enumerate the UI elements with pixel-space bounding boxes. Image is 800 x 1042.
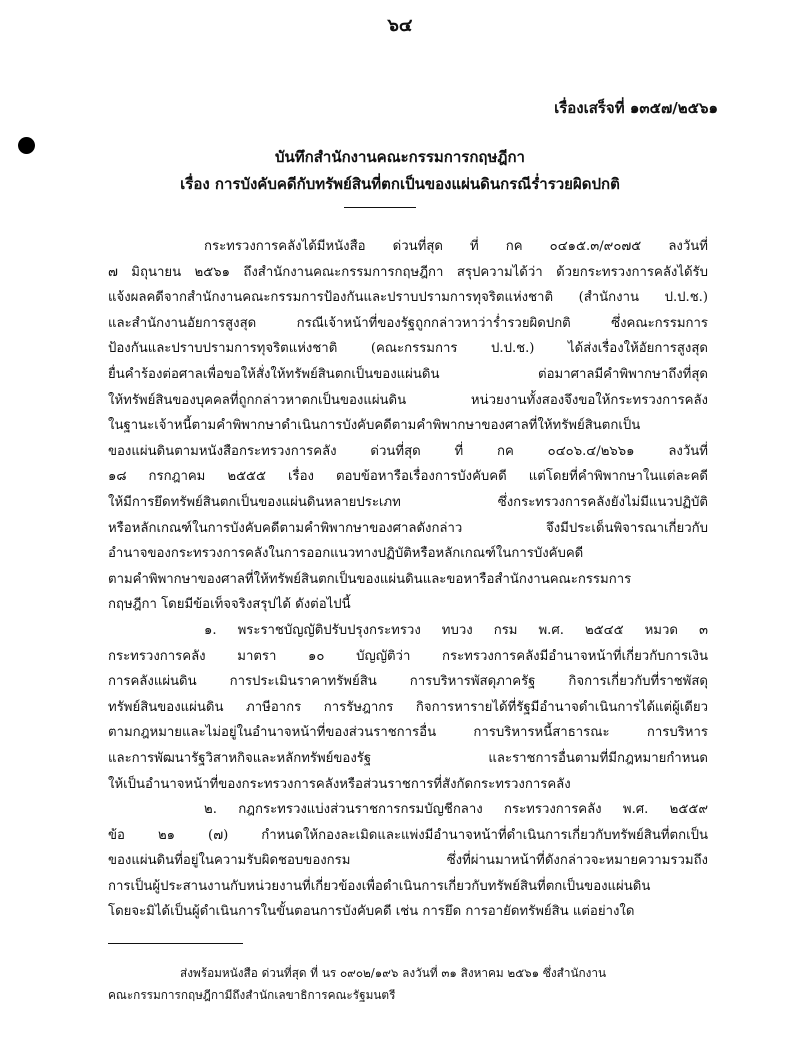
memo-title: บันทึกสำนักงานคณะกรรมการกฤษฎีกา [275, 148, 525, 166]
footnote-divider [108, 943, 243, 944]
footnote [108, 962, 708, 1006]
text-line: อำนาจของกระทรวงการคลังในการออกแนวทางปฏิบัติหรือหลักเกณฑ์ในการบังคับคดี [108, 546, 584, 562]
paragraph-2 [108, 618, 708, 797]
text-line: ในฐานะเจ้าหนี้ตามคำพิพากษาดำเนินการบังคับคดีตามคำพิพากษาของศาลที่ให้ทรัพย์สินตกเป็น [108, 418, 641, 434]
text-line: ตามคำพิพากษาของศาลที่ให้ทรัพย์สินตกเป็นของแผ่นดินและขอหารือสำนักงานคณะกรรมการ [108, 571, 632, 587]
text-line: ของแผ่นดินที่อยู่ในความรับผิดชอบของกรม ซึ่งที่ผ่านมาหน้าที่ดังกล่าวจะหมายความรวมถึง [108, 853, 708, 869]
text-line: ข้อ ๒๑ (๗) กำหนดให้กองละเมิดและแพ่งมีอำนาจหน้าที่ดำเนินการเกี่ยวกับทรัพย์สินที่ตกเป็น [108, 827, 708, 843]
paragraph-1 [108, 234, 708, 618]
text-line: โดยจะมิได้เป็นผู้ดำเนินการในขั้นตอนการบังคับคดี เช่น การยึด การอายัดทรัพย์สิน แต่อย่างใด [108, 904, 635, 920]
text-line: การเป็นผู้ประสานงานกับหน่วยงานที่เกี่ยวข้องเพื่อดำเนินการเกี่ยวกับทรัพย์สินที่ตกเป็นของแผ่นดิน [108, 878, 651, 894]
text-line: ๑๘ กรกฎาคม ๒๕๕๕ เรื่อง ตอบข้อหารือเรื่องการบังคับคดี แต่โดยที่คำพิพากษาในแต่ละคดี [108, 469, 708, 485]
text-line: การคลังแผ่นดิน การประเมินราคาทรัพย์สิน การบริหารพัสดุภาครัฐ กิจการเกี่ยวกับที่ราชพัสดุ [108, 674, 708, 690]
text-line: ๑. พระราชบัญญัติปรับปรุงกระทรวง ทบวง กรม พ.ศ. ๒๕๔๕ หมวด ๓ [204, 623, 708, 638]
text-line: หรือหลักเกณฑ์ในการบังคับคดีตามคำพิพากษาของศาลดังกล่าว จึงมีประเด็นพิจารณาเกี่ยวกับ [108, 520, 708, 536]
text-line: ให้เป็นอำนาจหน้าที่ของกระทรวงการคลังหรือส่วนราชการที่สังกัดกระทรวงการคลัง [108, 776, 571, 792]
text-line: ให้ทรัพย์สินของบุคคลที่ถูกกล่าวหาตกเป็นของแผ่นดิน หน่วยงานทั้งสองจึงขอให้กระทรวงการคลัง [108, 392, 708, 408]
memo-subject: เรื่อง การบังคับคดีกับทรัพย์สินที่ตกเป็นของแผ่นดินกรณีร่ำรวยผิดปกติ [180, 175, 620, 193]
text-line: ป้องกันและปราบปรามการทุจริตแห่งชาติ (คณะกรรมการ ป.ป.ช.) ได้ส่งเรื่องให้อัยการสูงสุด [108, 341, 708, 357]
title-divider [344, 207, 416, 208]
text-line: และสำนักงานอัยการสูงสุด กรณีเจ้าหน้าที่ของรัฐถูกกล่าวหาว่าร่ำรวยผิดปกติ ซึ่งคณะกรรมการ [108, 315, 708, 331]
paragraph-3 [108, 797, 708, 925]
text-line: ๗ มิถุนายน ๒๕๖๑ ถึงสำนักงานคณะกรรมการกฤษฎีกา สรุปความได้ว่า ด้วยกระทรวงการคลังได้รับ [108, 264, 708, 280]
footnote-line: คณะกรรมการกฤษฎีกามีถึงสำนักเลขาธิการคณะรัฐมนตรี [108, 988, 396, 1002]
text-line: ตามกฎหมายและไม่อยู่ในอำนาจหน้าที่ของส่วนราชการอื่น การบริหารหนี้สาธารณะ การบริหาร [108, 725, 708, 741]
text-line: ของแผ่นดินตามหนังสือกระทรวงการคลัง ด่วนที่สุด ที่ กค ๐๔๐๖.๔/๒๖๖๑ ลงวันที่ [108, 443, 708, 459]
page-number: ๖๔ [387, 15, 413, 36]
text-line: ทรัพย์สินของแผ่นดิน ภาษีอากร การรัษฎากร กิจการหารายได้ที่รัฐมีอำนาจดำเนินการได้แต่ผู้เดียว [108, 699, 708, 715]
text-line: และการพัฒนารัฐวิสาหกิจและหลักทรัพย์ของรัฐ และราชการอื่นตามที่มีกฎหมายกำหนด [108, 750, 708, 766]
text-line: ๒. กฎกระทรวงแบ่งส่วนราชการกรมบัญชีกลาง กระทรวงการคลัง พ.ศ. ๒๕๕๙ [204, 802, 708, 817]
text-line: กระทรวงการคลัง มาตรา ๑๐ บัญญัติว่า กระทรวงการคลังมีอำนาจหน้าที่เกี่ยวกับการเงิน [108, 648, 708, 664]
text-line: ให้มีการยึดทรัพย์สินตกเป็นของแผ่นดินหลายประเภท ซึ่งกระทรวงการคลังยังไม่มีแนวปฏิบัติ [108, 494, 708, 510]
text-line: แจ้งผลคดีจากสำนักงานคณะกรรมการป้องกันและปราบปรามการทุจริตแห่งชาติ (สำนักงาน ป.ป.ช.) [108, 290, 708, 306]
text-line: กระทรวงการคลังได้มีหนังสือ ด่วนที่สุด ที่ กค ๐๔๑๕.๓/๙๐๗๕ ลงวันที่ [204, 239, 708, 254]
text-line: ยื่นคำร้องต่อศาลเพื่อขอให้สั่งให้ทรัพย์สินตกเป็นของแผ่นดิน ต่อมาศาลมีคำพิพากษาถึงที่สุด [108, 366, 708, 382]
matter-reference-number: เรื่องเสร็จที่ ๑๓๕๗/๒๕๖๑ [554, 99, 718, 117]
footnote-line: ส่งพร้อมหนังสือ ด่วนที่สุด ที่ นร ๐๙๐๒/๑๙๖ ลงวันที่ ๓๑ สิงหาคม ๒๕๖๑ ซึ่งสำนักงาน [180, 966, 607, 980]
text-line: กฤษฎีกา โดยมีข้อเท็จจริงสรุปได้ ดังต่อไปนี้ [108, 597, 351, 613]
